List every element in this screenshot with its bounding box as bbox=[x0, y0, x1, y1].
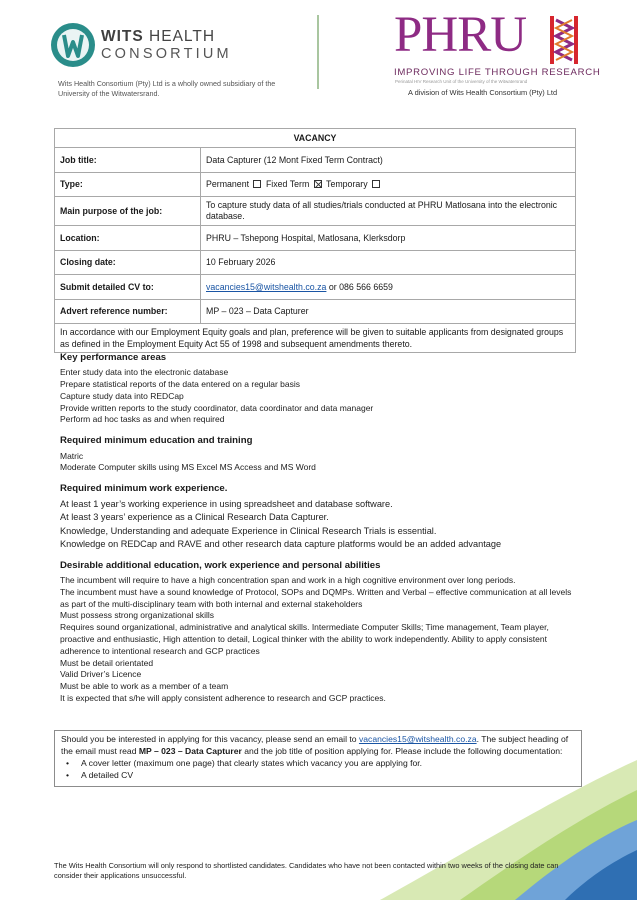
table-row bbox=[55, 148, 576, 173]
type-temporary-label: Temporary bbox=[326, 179, 368, 190]
apply-paragraph bbox=[61, 734, 575, 758]
fixed-term-checkbox-icon bbox=[314, 180, 322, 188]
phru-tagline: IMPROVING LIFE THROUGH RESEARCH bbox=[394, 67, 601, 78]
apply-text-2: . The subject heading of the email must read bbox=[61, 734, 569, 756]
apply-email-link[interactable]: vacancies15@witshealth.co.za bbox=[358, 734, 477, 744]
apply-text-3: and the job title of position applying for. Please include the following documentation: bbox=[241, 745, 563, 756]
list-item: The incumbent will require to have a high concentration span and work in a high cognitive environment over long periods. bbox=[60, 574, 516, 585]
list-item: Must be able to work as a member of a team bbox=[60, 681, 229, 692]
cv-fax: or 086 566 6659 bbox=[326, 281, 393, 292]
list-item: Valid Driver’s Licence bbox=[60, 669, 142, 680]
vacancy-table bbox=[54, 128, 576, 353]
list-item: Must possess strong organizational skills bbox=[60, 610, 215, 621]
wits-name-line2: CONSORTIUM bbox=[101, 45, 232, 62]
wits-wordmark bbox=[101, 28, 232, 62]
row-value: MP – 023 – Data Capturer bbox=[201, 299, 576, 324]
row-label: Location: bbox=[55, 226, 201, 251]
wits-name-rest: HEALTH bbox=[143, 28, 216, 45]
row-value: PHRU – Tshepong Hospital, Matlosana, Klerksdorp bbox=[201, 226, 576, 251]
desirable-section bbox=[60, 559, 580, 705]
type-permanent-label: Permanent bbox=[206, 179, 250, 190]
phru-logo: PHRU bbox=[394, 7, 527, 63]
footer-note: The Wits Health Consortium will only respond to shortlisted candidates. Candidates who have not been contacted within two weeks of the closing date can consider their applications unsuccessful. bbox=[54, 861, 559, 881]
row-label: Advert reference number: bbox=[55, 299, 201, 324]
vacancy-title: VACANCY bbox=[55, 129, 576, 148]
type-fixed-label: Fixed Term bbox=[265, 179, 310, 190]
table-row bbox=[55, 226, 576, 251]
cv-email-link[interactable]: vacancies15@witshealth.co.za bbox=[206, 281, 327, 292]
row-label: Closing date: bbox=[55, 250, 201, 275]
list-item: Capture study data into REDCap bbox=[60, 390, 184, 401]
list-item: At least 1 year’s working experience in using spreadsheet and database software. bbox=[60, 499, 393, 510]
phru-unit-name: Perinatal HIV Research Unit of the University of the Witwatersrand bbox=[395, 79, 528, 84]
row-value: 10 February 2026 bbox=[201, 250, 576, 275]
list-item: At least 3 years’ experience as a Clinical Research Data Capturer. bbox=[60, 512, 329, 523]
row-label: Job title: bbox=[55, 148, 201, 173]
row-label: Type: bbox=[55, 172, 201, 197]
permanent-checkbox-icon bbox=[253, 180, 261, 188]
list-item: Perform ad hoc tasks as and when required bbox=[60, 414, 225, 425]
education-section bbox=[60, 434, 580, 474]
list-item: Prepare statistical reports of the data entered on a regular basis bbox=[60, 379, 301, 390]
apply-subject: MP – 023 – Data Capturer bbox=[138, 745, 242, 756]
application-instructions bbox=[54, 730, 582, 787]
list-item: Enter study data into the electronic database bbox=[60, 367, 229, 378]
table-row bbox=[55, 172, 576, 197]
list-item: Knowledge on REDCap and RAVE and other research data capture platforms would be an added advantage bbox=[60, 538, 502, 549]
phru-emblem-icon bbox=[550, 16, 578, 64]
list-item: Moderate Computer skills using MS Excel MS Access and MS Word bbox=[60, 462, 316, 473]
equity-note: In accordance with our Employment Equity goals and plan, preference will be given to suitable applicants from designated groups as defined in the Employment Equity Act 55 of 1998 and subsequent amendments thereto. bbox=[55, 324, 576, 353]
table-row bbox=[55, 275, 576, 300]
section-heading: Desirable additional education, work experience and personal abilities bbox=[60, 559, 381, 571]
temporary-checkbox-icon bbox=[372, 180, 380, 188]
list-item: • A detailed CV bbox=[61, 770, 575, 782]
kpa-section bbox=[60, 351, 580, 426]
wits-name-bold: WITS bbox=[101, 28, 144, 45]
row-label: Submit detailed CV to: bbox=[55, 275, 201, 300]
list-item: Provide written reports to the study coordinator, data coordinator and data manager bbox=[60, 402, 374, 413]
row-label: Main purpose of the job: bbox=[55, 197, 201, 226]
section-heading: Key performance areas bbox=[60, 352, 167, 363]
list-item: Must be detail orientated bbox=[60, 657, 154, 668]
apply-text-1: Should you be interested in applying for this vacancy, please send an email to bbox=[61, 734, 359, 744]
documentation-list bbox=[61, 758, 575, 782]
experience-section bbox=[60, 482, 580, 550]
row-value: Data Capturer (12 Mont Fixed Term Contract) bbox=[201, 148, 576, 173]
list-item: • A cover letter (maximum one page) that clearly states which vacancy you are applying for. bbox=[61, 758, 575, 770]
cv-contact bbox=[201, 275, 576, 300]
job-details bbox=[60, 351, 580, 713]
type-options bbox=[201, 172, 576, 197]
table-row bbox=[55, 299, 576, 324]
list-item: Matric bbox=[60, 450, 84, 461]
list-item: The incumbent must have a sound knowledge of Protocol, SOPs and DQMPs. Written and Verbal – effective communication at all levels as part of the multi-disciplinary team with both internal and external stakeholders bbox=[60, 586, 572, 609]
list-item: Requires sound organizational, administrative and analytical skills. Intermediate Computer Skills; Time management, Team player, proactive and enthusiastic, High attention to detail, Logical thinker with the ability to work independently. Ability to apply consistent adherence to intentional research and GCP practices bbox=[60, 622, 549, 656]
wits-subsidiary-note: Wits Health Consortium (Pty) Ltd is a wholly owned subsidiary of the University of the Witwatersrand. bbox=[58, 79, 276, 98]
list-item: Knowledge, Understanding and adequate Experience in Clinical Research Trials is essential. bbox=[60, 525, 437, 536]
header-divider bbox=[317, 15, 319, 89]
phru-division-note: A division of Wits Health Consortium (Pty) Ltd bbox=[408, 88, 558, 97]
row-value: To capture study data of all studies/trials conducted at PHRU Matlosana into the electronic database. bbox=[201, 197, 576, 226]
wits-logo-icon bbox=[50, 22, 96, 68]
section-heading: Required minimum education and training bbox=[60, 435, 253, 447]
section-heading: Required minimum work experience. bbox=[60, 483, 228, 495]
page-header bbox=[0, 0, 637, 110]
table-row bbox=[55, 197, 576, 226]
list-item: It is expected that s/he will apply consistent adherence to research and GCP practices. bbox=[60, 693, 386, 703]
table-row bbox=[55, 250, 576, 275]
